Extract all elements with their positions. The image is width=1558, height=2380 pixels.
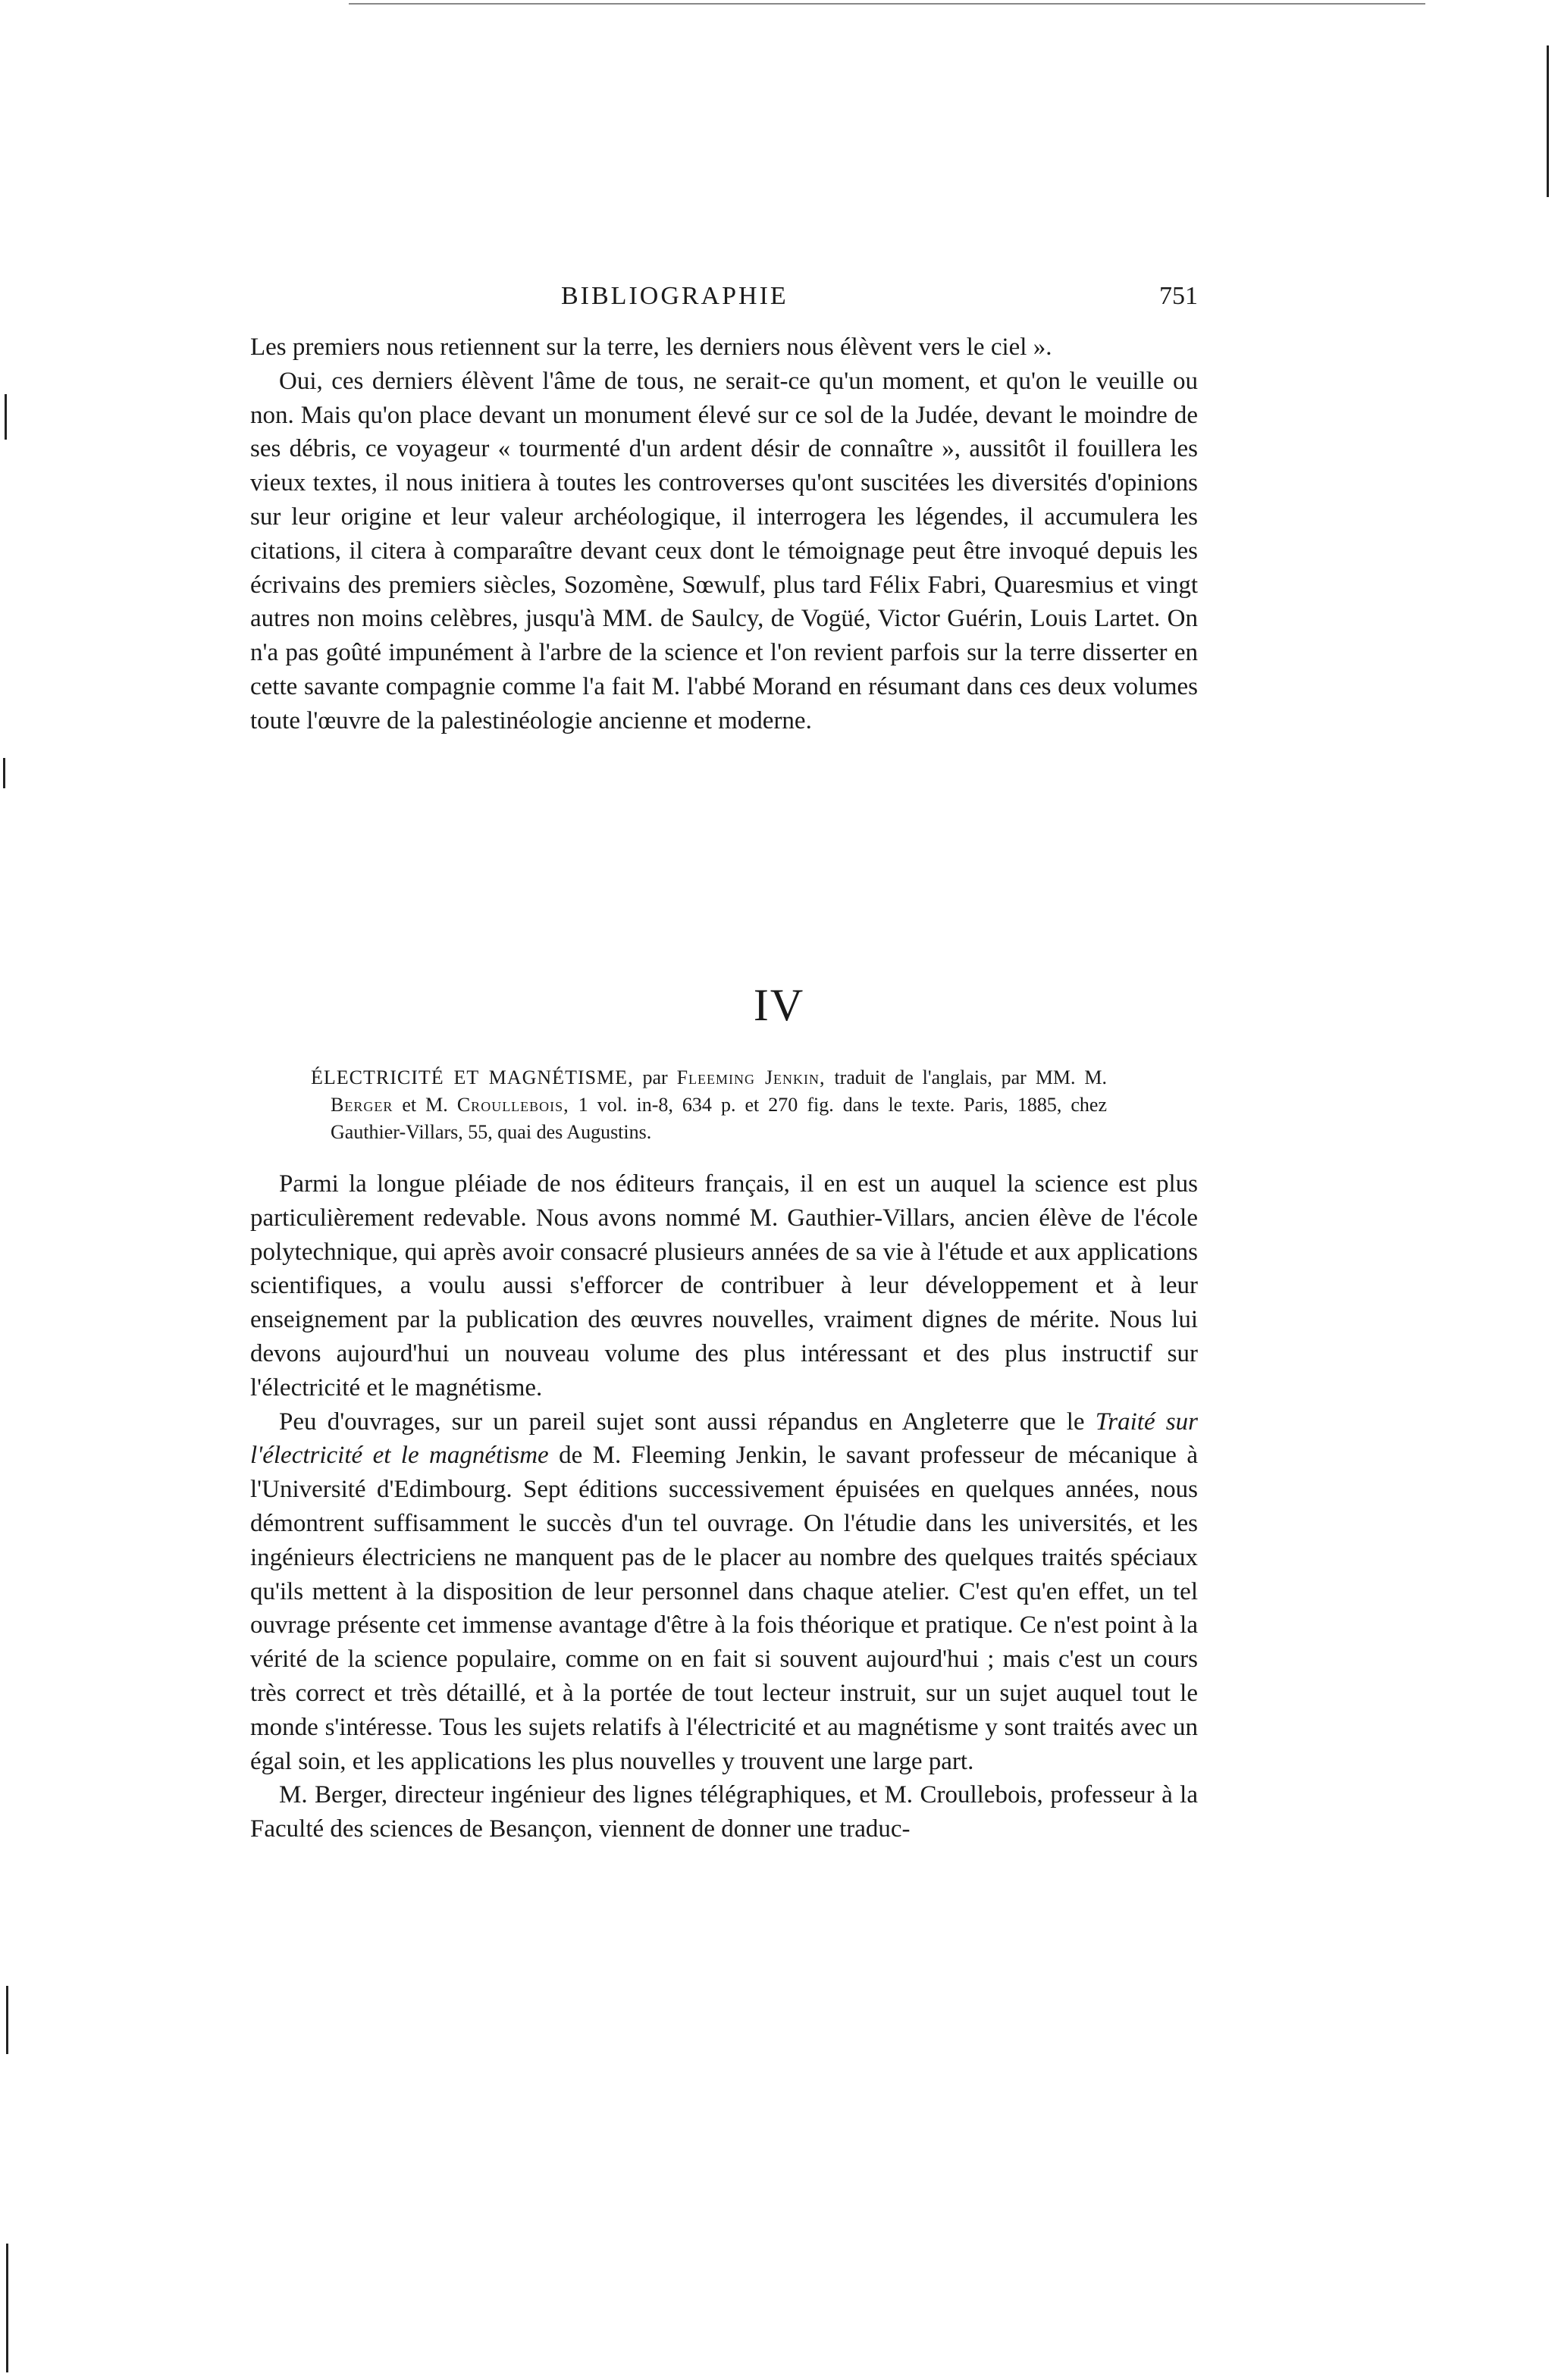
translator-name: Croullebois, (456, 1094, 569, 1116)
left-edge-mark (6, 2244, 8, 2372)
top-edge-rule (349, 3, 1425, 5)
paragraph-text: de M. Fleeming Jenkin, le savant professeur de mécanique à l'Université d'Edimbourg. Sept éditions successivement épuisées en quelques années, nous démontrent suffisamment le succès d'un tel ouvrage. On l'étudie dans les universités, et les ingénieurs électriciens ne manquent pas de le placer au nombre des quelques traités spéciaux qu'ils mettent à la disposition de leur personnel dans chaque atelier. C'est qu'en effet, un tel ouvrage présente cet immense avantage d'être à la fois théorique et pratique. Ce n'est point à la vérité de la science populaire, comme on en fait si souvent aujourd'hui ; mais c'est un cours très correct et très détaillé, et à la portée de tout lecteur instruit, sur un sujet auquel tout le monde s'intéresse. Tous les sujets relatifs à l'électricité et au magnétisme y sont traités avec un égal soin, et les applications les plus nouvelles y trouvent une large part. (250, 1442, 1198, 1775)
author-name: Fleeming Jenkin, (676, 1066, 826, 1088)
left-edge-mark (6, 1986, 8, 2054)
book-title: ÉLECTRICITÉ ET MAGNÉTISME, (311, 1066, 634, 1088)
paragraph-text: Peu d'ouvrages, sur un pareil sujet sont aussi répandus en Angleterre que le (279, 1408, 1096, 1436)
paragraph: Les premiers nous retiennent sur la terre, les derniers nous élèvent vers le ciel ». (250, 334, 1052, 361)
running-head (250, 282, 1198, 320)
entry-text: 1 vol. in-8, 634 p. et 270 fig. dans le texte. Paris, 1885, chez Gauthier-Villars, 55, quai des Augustins. (331, 1094, 1107, 1143)
section-1-text (250, 330, 1198, 738)
bibliographic-entry-body (311, 1064, 1107, 1146)
entry-text: par (633, 1066, 677, 1088)
section-2-text (250, 1167, 1198, 1846)
right-edge-mark (1547, 45, 1549, 197)
page-number: 751 (1159, 282, 1198, 310)
left-edge-mark (5, 394, 7, 440)
paragraph (250, 1405, 1198, 1779)
book-title-italic: Traité sur l'électricité et le magnétisme (250, 1408, 1198, 1470)
paragraph: M. Berger, directeur ingénieur des lignes télégraphiques, et M. Croullebois, professeur à la Faculté des sciences de Besançon, viennent de donner une traduc- (250, 1781, 1198, 1843)
bibliographic-entry (311, 1064, 1107, 1146)
section-number: IV (753, 980, 805, 1030)
running-title: BIBLIOGRAPHIE (561, 282, 788, 310)
entry-text: et M. (393, 1094, 457, 1116)
translator-name: Berger (331, 1094, 393, 1116)
entry-text: traduit de l'anglais, par MM. M. (825, 1066, 1107, 1088)
left-edge-mark (3, 758, 5, 788)
paragraph: Parmi la longue pléiade de nos éditeurs français, il en est un auquel la science est plus particulièrement redevable. Nous avons nommé M. Gauthier-Villars, ancien élève de l'école polytechnique, qui après avoir consacré plusieurs années de sa vie à l'étude et aux applications scientifiques, a voulu aussi s'efforcer de contribuer à leur développement et à leur enseignement par la publication des œuvres nouvelles, vraiment dignes de mérite. Nous lui devons aujourd'hui un nouveau volume des plus intéressant et des plus instructif sur l'électricité et le magnétisme. (250, 1170, 1198, 1401)
paragraph: Oui, ces derniers élèvent l'âme de tous, ne serait-ce qu'un moment, et qu'on le veuille ou non. Mais qu'on place devant un monument élevé sur ce sol de la Judée, devant le moindre de ses débris, ce voyageur « tourmenté d'un ardent désir de connaître », aussitôt il fouillera les vieux textes, il nous initiera à toutes les controverses qu'ont suscitées les diversités d'opinions sur leur origine et leur valeur archéologique, il interrogera les légendes, il accumulera les citations, il citera à comparaître devant ceux dont le témoignage peut être invoqué depuis les écrivains des premiers siècles, Sozomène, Sœwulf, plus tard Félix Fabri, Quaresmius et vingt autres non moins celèbres, jusqu'à MM. de Saulcy, de Vogüé, Victor Guérin, Louis Lartet. On n'a pas goûté impunément à l'arbre de la science et l'on revient parfois sur la terre disserter en cette savante compagnie comme l'a fait M. l'abbé Morand en résumant dans ces deux volumes toute l'œuvre de la palestinéologie ancienne et moderne. (250, 367, 1198, 734)
